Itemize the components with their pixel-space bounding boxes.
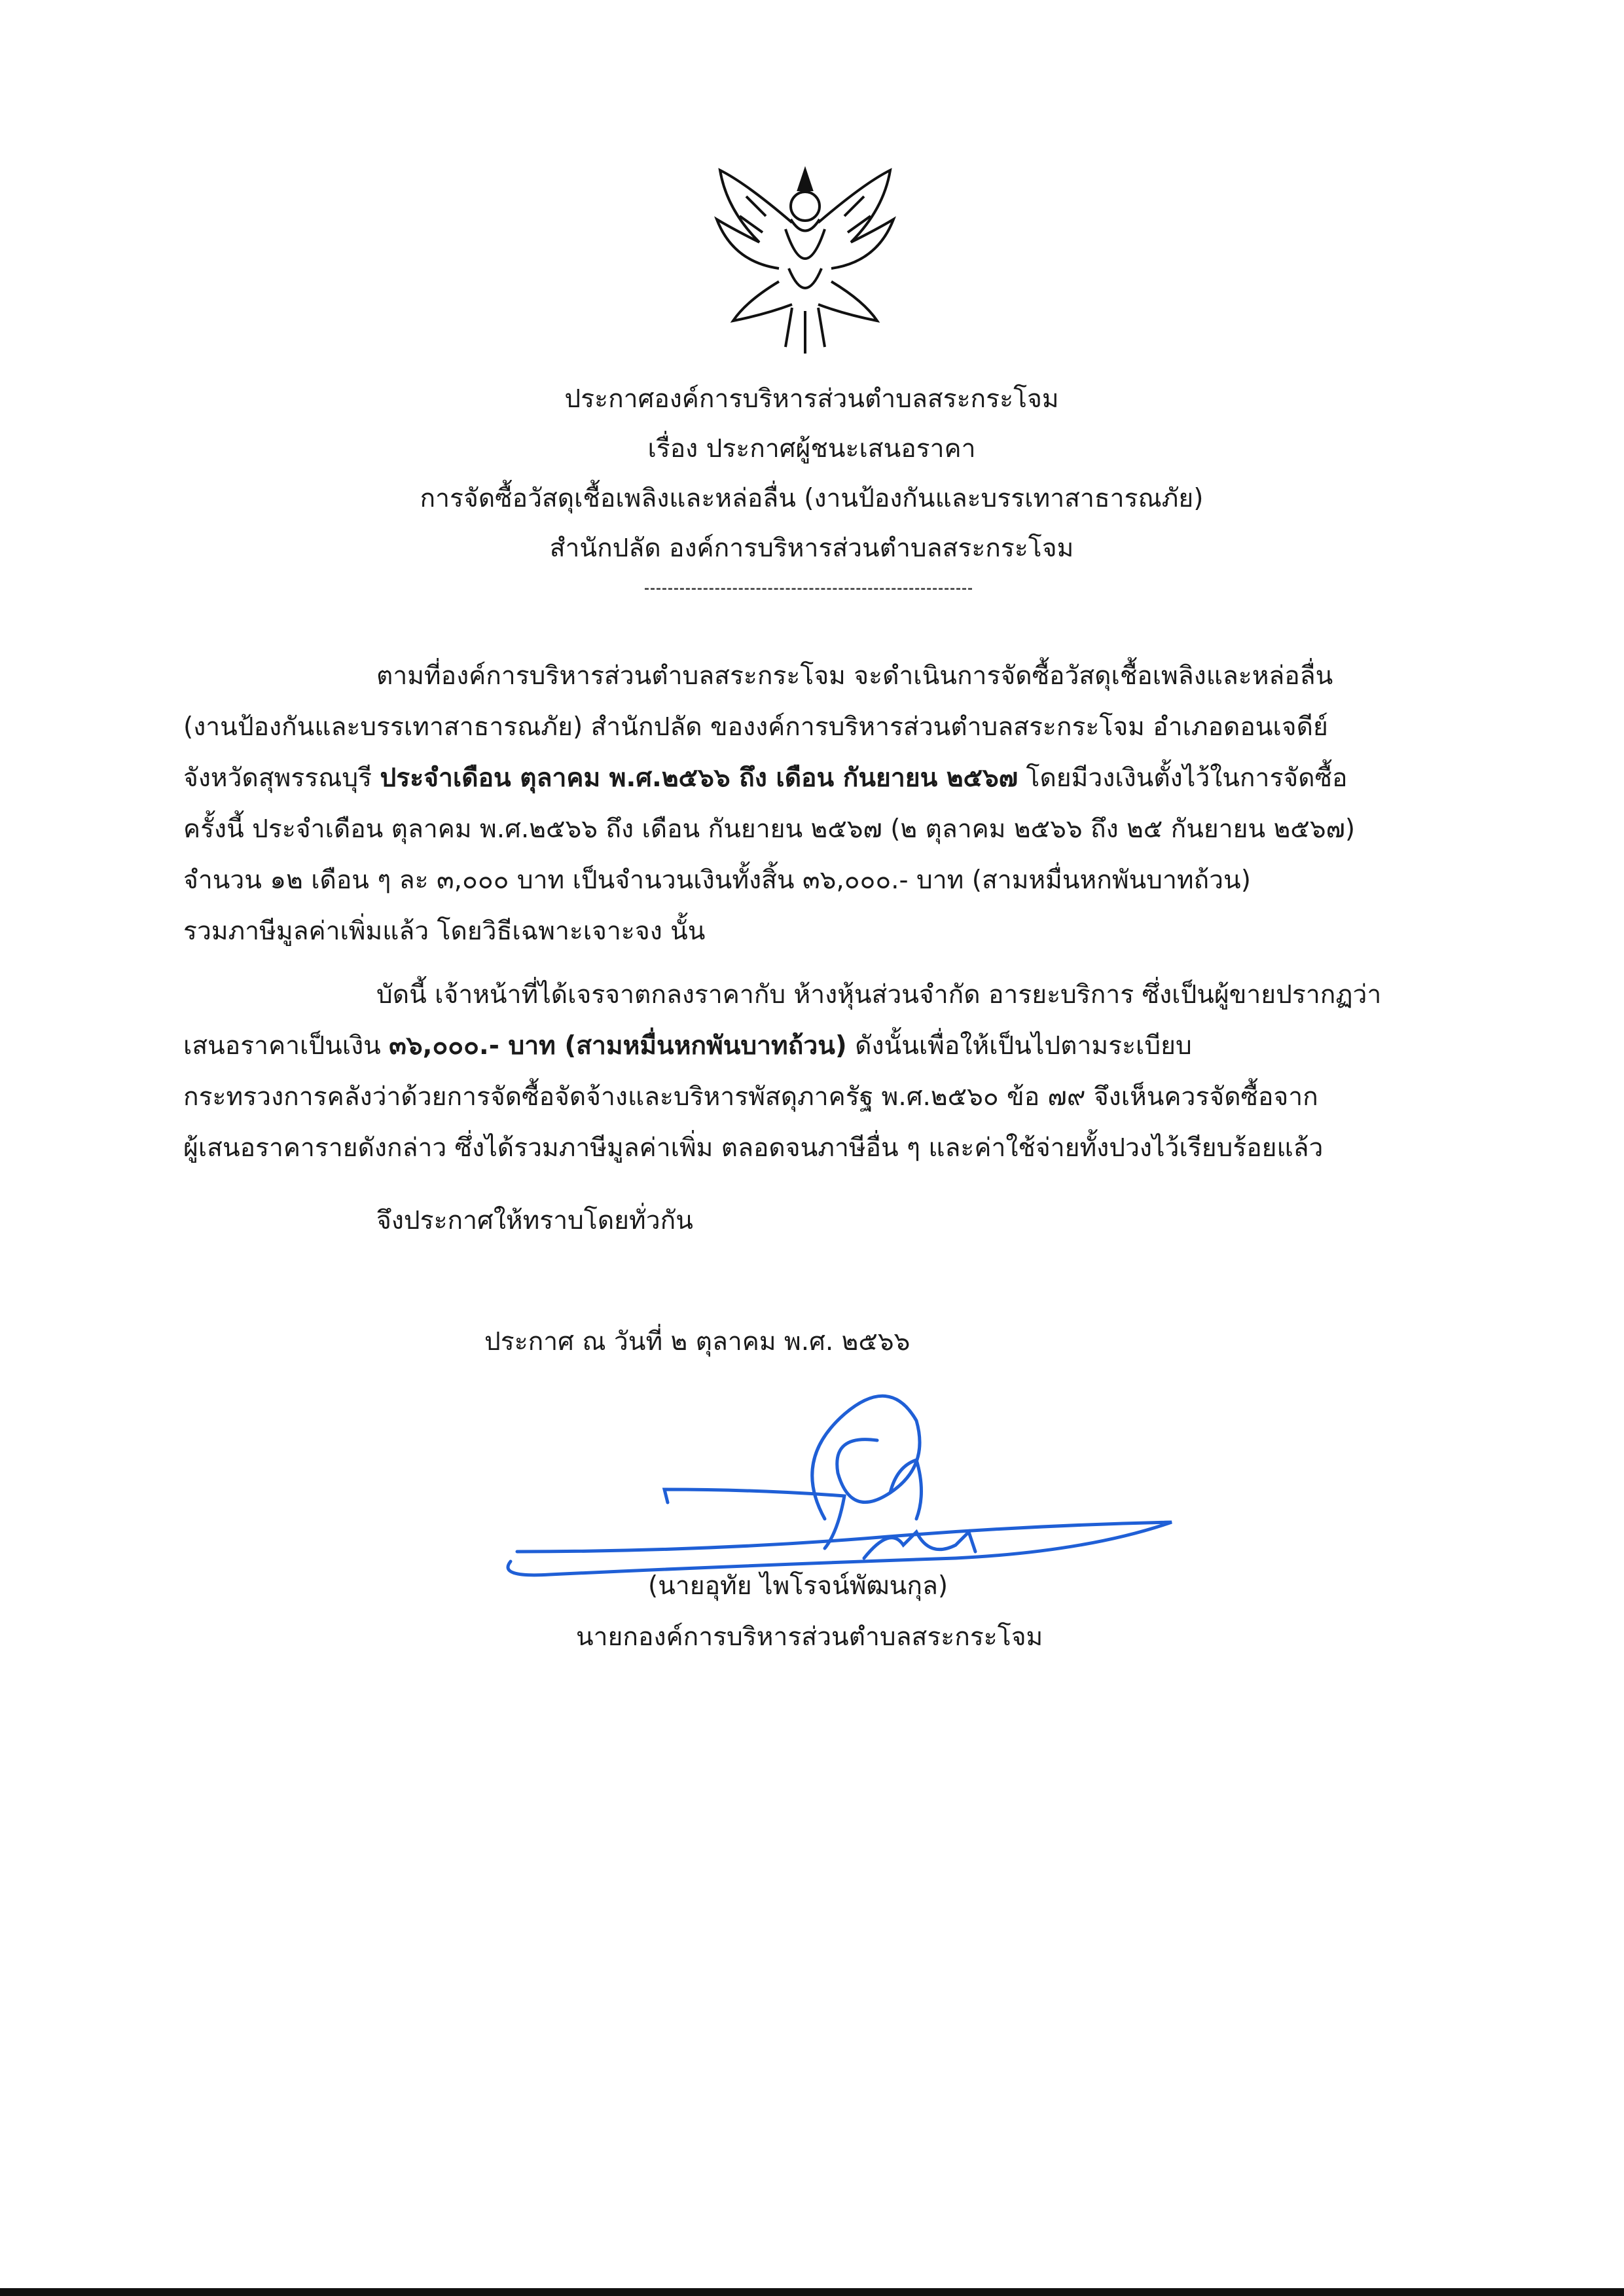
para2-line2-a: เสนอราคาเป็นเงิน [183, 1031, 389, 1061]
para1-line4: ครั้งนี้ ประจำเดือน ตุลาคม พ.ศ.๒๕๖๖ ถึง เดือน กันยายน ๒๕๖๗ (๒ ตุลาคม ๒๕๖๖ ถึง ๒๕ กันยายน ๒๕๖๗) [183, 814, 1356, 844]
announcement-date: ประกาศ ณ วันที่ ๒ ตุลาคม พ.ศ. ๒๕๖๖ [484, 1327, 911, 1357]
separator-line [645, 588, 972, 590]
para1-line3-a: จังหวัดสุพรรณบุรี [183, 763, 380, 793]
para2-line3: กระทรวงการคลังว่าด้วยการจัดซื้อจัดจ้างและบริหารพัสดุภาครัฐ พ.ศ.๒๕๖๐ ข้อ ๗๙ จึงเห็นควรจัดซื้อจาก [183, 1082, 1318, 1112]
header-office: สำนักปลัด องค์การบริหารส่วนตำบลสระกระโจม [549, 534, 1074, 563]
signature-image [497, 1362, 1178, 1591]
para1-line3-c: โดยมีวงเงินตั้งไว้ในการจัดซื้อ [1018, 763, 1348, 793]
garuda-emblem-icon [707, 157, 903, 360]
signer-name: (นายอุทัย ไพโรจน์พัฒนกุล) [648, 1571, 948, 1601]
closing-text: จึงประกาศให้ทราบโดยทั่วกัน [376, 1206, 693, 1235]
para1-period-bold: ประจำเดือน ตุลาคม พ.ศ.๒๕๖๖ ถึง เดือน กันยายน ๒๕๖๗ [380, 763, 1019, 793]
header-item: การจัดซื้อวัสดุเชื้อเพลิงและหล่อลื่น (งานป้องกันและบรรเทาสาธารณภัย) [420, 484, 1204, 513]
para1-line6: รวมภาษีมูลค่าเพิ่มแล้ว โดยวิธีเฉพาะเจาะจง นั้น [183, 917, 706, 946]
para2-line2-c: ดังนั้นเพื่อให้เป็นไปตามระเบียบ [846, 1031, 1192, 1061]
para1-line1: ตามที่องค์การบริหารส่วนตำบลสระกระโจม จะดำเนินการจัดซื้อวัสดุเชื้อเพลิงและหล่อลื่น [376, 661, 1333, 691]
para2-amount-bold: ๓๖,๐๐๐.- บาท (สามหมื่นหกพันบาทถ้วน) [389, 1031, 847, 1061]
bottom-border [0, 2288, 1624, 2296]
para1-line3 [183, 756, 1347, 801]
header-title: ประกาศองค์การบริหารส่วนตำบลสระกระโจม [564, 384, 1059, 414]
para1-line2: (งานป้องกันและบรรเทาสาธารณภัย) สำนักปลัด ของงค์การบริหารส่วนตำบลสระกระโจม อำเภอดอนเจดีย์ [183, 712, 1328, 742]
para2-line4: ผู้เสนอราคารายดังกล่าว ซึ่งได้รวมภาษีมูลค่าเพิ่ม ตลอดจนภาษีอื่น ๆ และค่าใช้จ่ายทั้งปวงไว้เรียบร้อยแล้ว [183, 1133, 1324, 1163]
signer-title: นายกองค์การบริหารส่วนตำบลสระกระโจม [576, 1622, 1043, 1652]
header-subject: เรื่อง ประกาศผู้ชนะเสนอราคา [647, 434, 976, 464]
para2-line2 [183, 1023, 1192, 1069]
para2-line1: บัดนี้ เจ้าหน้าที่ได้เจรจาตกลงราคากับ ห้างหุ้นส่วนจำกัด อารยะบริการ ซึ่งเป็นผู้ขายปรากฏว่า [376, 980, 1382, 1010]
para1-line5: จำนวน ๑๒ เดือน ๆ ละ ๓,๐๐๐ บาท เป็นจำนวนเงินทั้งสิ้น ๓๖,๐๐๐.- บาท (สามหมื่นหกพันบาทถ้วน) [183, 866, 1251, 895]
